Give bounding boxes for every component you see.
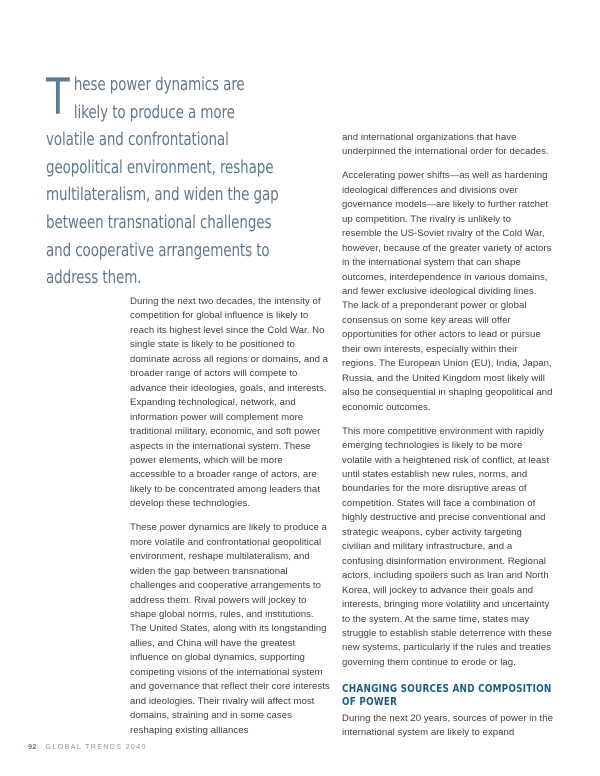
paragraph: Accelerating power shifts—as well as hardening ideological differences and divisions over governance models—are likely to further ratchet up competition. The rivalry is unlikely to resemble the US-Soviet rivalry of the Cold War, however, because of the greater variety of actors in the international system that can shape outcomes, interdependence in various domains, and fewer exclusive ideological dividing lines. The lack of a preponderant power or global consensus on some key areas will offer opportunities for other actors to lead or pursue their own interests, especially within their regions. The European Union (EU), India, Japan, Russia, and the United Kingdom most likely will also be consequential in shaping geopolitical and economic outcomes. [342,170,553,413]
document-title: GLOBAL TRENDS 2040 [45,743,147,751]
pull-quote-line: hese power dynamics are [73,75,245,95]
pull-quote [46,68,298,293]
page-footer [28,742,147,751]
pull-quote-line: address them. [46,268,142,289]
pull-quote-line: geopolitical environment, reshape [46,157,274,178]
page-number: 92 [28,742,37,751]
pull-quote-line: multilateralism, and widen the gap [46,185,279,206]
paragraph: This more competitive environment with rapidly emerging technologies is likely to be more volatile with a heightened risk of conflict, at least until states establish new rules, norms, and boundaries for the more disruptive areas of competition. States will face a combination of highly destructive and precise conventional and strategic weapons, cyber activity targeting civilian and military infrastructure, and a confusing disinformation environment. Regional actors, including spoilers such as Iran and North Korea, will jockey to advance their goals and interests, bringing more volatility and uncertainty to the system. At the same time, states may struggle to establish stable deterrence with these new systems, particularly if the rules and treaties governing them continue to erode or lag. [342,425,552,668]
body-column-left [130,295,330,738]
section-heading: CHANGING SOURCES AND COMPOSITION OF POWER [342,683,552,708]
pull-quote-line: and cooperative arrangements to [46,240,270,261]
paragraph: and international organizations that have underpinned the international order for decades. [342,132,549,158]
body-column-right [342,131,553,740]
paragraph: During the next two decades, the intensity of competition for global influence is likely to reach its highest level since the Cold War. No single state is likely to be positioned to dominate across all regions or domains, and a broader range of actors will compete to advance their ideologies, goals, and interests. Expanding technological, network, and information power will complement more traditional military, economic, and soft power aspects in the international system. These power elements, which will be more accessible to a broader range of actors, are likely to be concentrated among leaders that develop these technologies. [130,296,329,510]
pull-quote-line: likely to produce a more [73,102,235,123]
paragraph: During the next 20 years, sources of power in the international system are likely to expand [342,712,554,738]
drop-cap: T [46,68,70,126]
pull-quote-line: between transnational challenges [46,212,272,233]
paragraph: These power dynamics are likely to produce a more volatile and confrontational geopolitical environment, reshape multilateralism, and widen the gap between transnational challenges and cooperative arrangements to address them. Rival powers will jockey to shape global norms, rules, and institutions. The United States, along with its longstanding allies, and China will have the greatest influence on global dynamics, supporting competing visions of the international system and governance that reflect their core interests and ideologies. Their rivalry will affect most domains, straining and in some cases reshaping existing alliances [130,522,330,736]
pull-quote-line: volatile and confrontational [46,130,229,151]
